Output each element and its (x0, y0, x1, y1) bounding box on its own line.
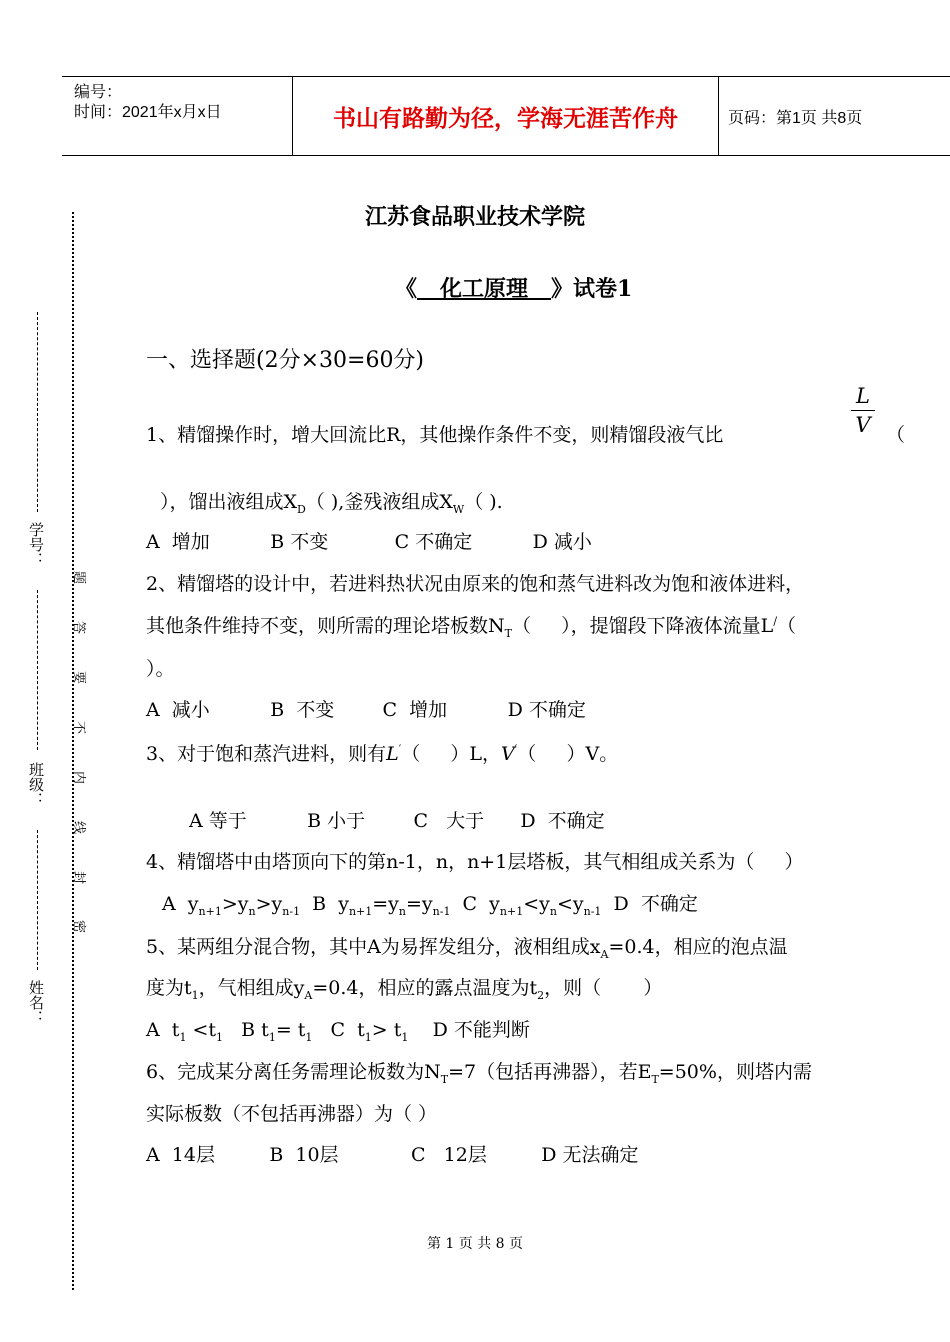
page-code: 页码：第1页 共8页 (728, 109, 863, 127)
section-heading: 一、选择题(2分×30=60分) (146, 348, 425, 373)
dashed-line (37, 590, 38, 750)
question-5-line2: 度为$t_1$，气相组成$y_A=0.4$，相应的露点温度为$t_2$，则（ ） (146, 977, 663, 1002)
exam-title: 《 化工原理 》试卷1 (395, 276, 633, 302)
paren: （ (886, 424, 906, 446)
question-6-options: A 14层 B 10层 C 12层 D 无法确定 (146, 1144, 639, 1166)
question-5-line1: 5、某两组分混合物，其中A为易挥发组分，液相组成$x_A=0.4$，相应的泡点温 (146, 936, 788, 961)
seal-char: 封 (71, 870, 87, 885)
question-6-line2: 实际板数（不包括再沸器）为（ ） (146, 1103, 438, 1125)
name-label: 姓名： (27, 980, 45, 1025)
page-footer: 第 1 页 共 8 页 (426, 1236, 524, 1252)
class-label: 班级： (27, 762, 45, 807)
seal-char: 线 (71, 820, 87, 835)
time-label: 时间：2021年x月x日 (74, 104, 222, 121)
dashed-line (37, 830, 38, 970)
question-2-options: A 减小 B 不变 C 增加 D 不确定 (146, 699, 586, 721)
binding-dotted-line (72, 212, 74, 1290)
dashed-line (37, 312, 38, 512)
question-4-line1: 4、精馏塔中由塔顶向下的第n-1，n，n+1层塔板，其气相组成关系为（ ） (146, 851, 804, 873)
seal-char: 题 (71, 570, 87, 585)
seal-char: 密 (71, 919, 87, 934)
question-1-options: A 增加 B 不变 C 不确定 D 减小 (146, 531, 592, 553)
question-5-options: A $t_1 <t_1$ B $t_1= t_1$ C $t_1> t_1$ D 不能判断 (146, 1019, 530, 1044)
question-1-line1: 1、精馏操作时，增大回流比R，其他操作条件不变，则精馏段液气比 (146, 424, 724, 446)
seal-char: 要 (71, 670, 87, 685)
school-title: 江苏食品职业技术学院 (364, 204, 585, 230)
question-2-line3: ）。 (146, 658, 175, 680)
motto: 书山有路勤为径，学海无涯苦作舟 (333, 104, 678, 131)
question-2-line1: 2、精馏塔的设计中，若进料热状况由原来的饱和蒸气进料改为饱和液体进料， (146, 573, 805, 595)
student-id-label: 学号： (27, 522, 45, 567)
fraction-l-over-v: L V (851, 384, 875, 437)
question-3-options: A 等于 B 小于 C 大于 D 不确定 (189, 810, 605, 832)
seal-char: 内 (71, 770, 87, 785)
question-2-line2: 其他条件维持不变，则所需的理论塔板数$N_T$（ ），提馏段下降液体流量L/（ (146, 614, 797, 640)
question-3-line1: 3、对于饱和蒸汽进料，则有L′（ ）L，V′（ ）V。 (146, 742, 619, 765)
seal-char: 答 (71, 620, 87, 635)
question-1-line2: ），馏出液组成$X_D$（ ),釜残液组成$X_W$（ ). (160, 491, 503, 516)
course-name: 化工原理 (417, 276, 551, 302)
header-meta (74, 83, 294, 123)
number-label: 编号： (74, 84, 123, 101)
divider (718, 77, 719, 155)
question-4-options: A $y_{n+1}>y_n>y_{n-1}$ B $y_{n+1}=y_n=y_{n-1}$ C $y_{n+1}<y_n<y_{n-1}$ D 不确定 (162, 893, 698, 918)
header-bar (62, 76, 950, 156)
question-6-line1: 6、完成某分离任务需理论板数为$N_T=7$（包括再沸器），若$E_T=50\%$，则塔内需 (146, 1061, 812, 1086)
seal-char: 不 (71, 720, 87, 735)
